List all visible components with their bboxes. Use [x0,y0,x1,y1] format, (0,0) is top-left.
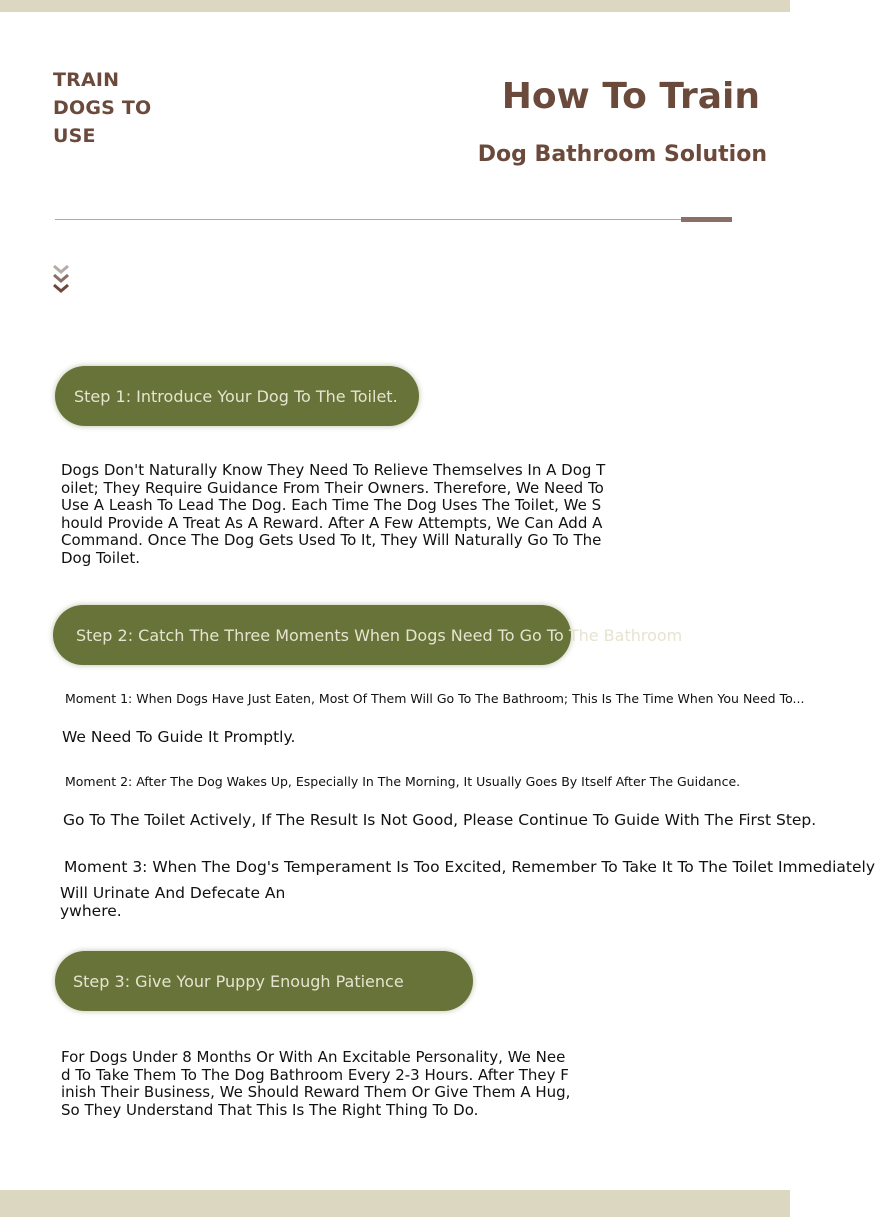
divider-line [55,219,685,220]
step-2-heading-text: Step 2: Catch The Three Moments When Dogs Need To Go To The Bathroom [76,625,683,645]
moment-3-continuation: Will Urinate And Defecate Anywhere. [60,884,286,920]
page-title: How To Train [501,76,760,117]
step-3-heading-text: Step 3: Give Your Puppy Enough Patience [73,971,404,991]
divider-accent [681,217,732,222]
moment-2-text: Moment 2: After The Dog Wakes Up, Especially In The Morning, It Usually Goes By Itself After The Guidance. [65,774,741,789]
step-2-heading [53,605,683,665]
moment-1-continuation: We Need To Guide It Promptly. [62,728,296,746]
double-chevron-down-icon [52,264,70,298]
step-1-heading [55,366,419,426]
bottom-band [0,1190,790,1217]
brand-logo: TRAIN DOGS TO USE [53,69,152,147]
step-3-heading [55,951,473,1011]
moment-3-text: Moment 3: When The Dog's Temperament Is Too Excited, Remember To Take It To The Toilet Immediately [64,858,875,876]
moment-2-continuation: Go To The Toilet Actively, If The Result Is Not Good, Please Continue To Guide With The First Step. [63,811,817,829]
page-subtitle: Dog Bathroom Solution [477,142,767,167]
step-1-body: Dogs Don't Naturally Know They Need To Relieve Themselves In A Dog Toilet; They Require Guidance From Their Owners. Therefore, We Need To Use A Leash To Lead The Dog. Each Time The Dog Uses The Toilet, We Should Provide A Treat As A Reward. After A Few Attempts, We Can Add A Command. Once The Dog Gets Used To It, They Will Naturally Go To The Dog Toilet. [61,461,606,567]
step-1-heading-text: Step 1: Introduce Your Dog To The Toilet. [74,386,398,406]
step-3-body: For Dogs Under 8 Months Or With An Excitable Personality, We Need To Take Them To The Dog Bathroom Every 2-3 Hours. After They Finish Their Business, We Should Reward Them Or Give Them A Hug, So They Understand That This Is The Right Thing To Do. [61,1048,571,1119]
moment-1-text: Moment 1: When Dogs Have Just Eaten, Most Of Them Will Go To The Bathroom; This Is The Time When You Need To... [65,691,805,706]
top-band [0,0,790,12]
